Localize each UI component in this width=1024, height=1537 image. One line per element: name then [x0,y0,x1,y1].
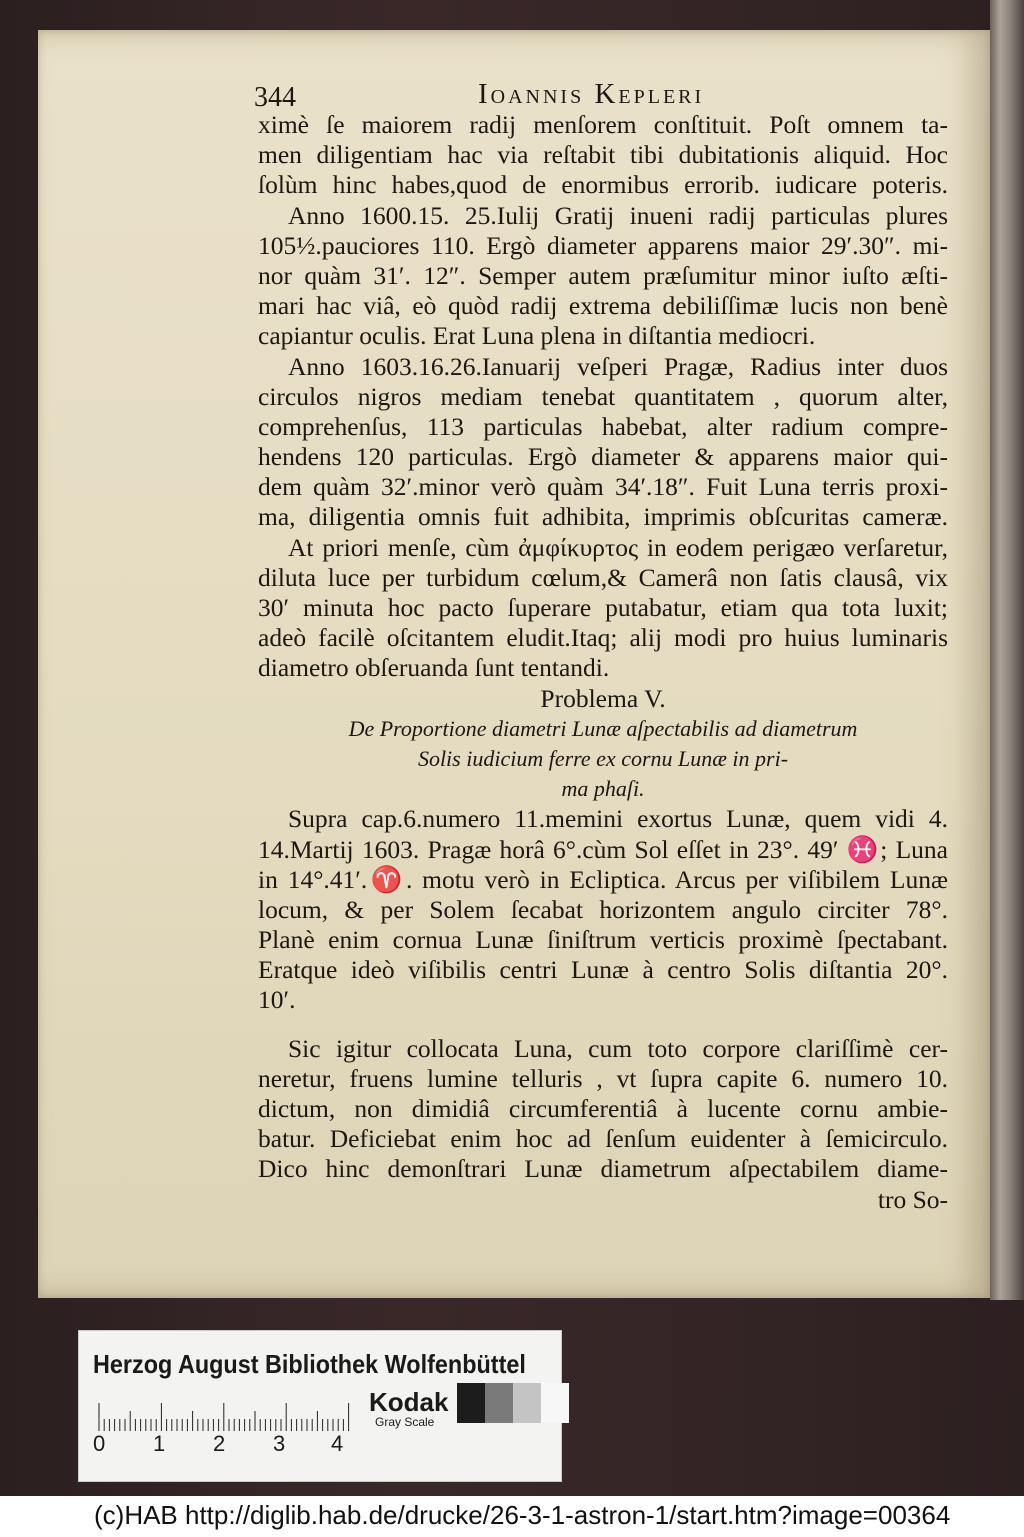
gray-scale-label: Gray Scale [375,1415,435,1429]
gray-patch [485,1383,513,1423]
text-line: 30′ minuta hoc pacto ſuperare putabatur, etiam qua tota luxit; [258,593,948,622]
text-line: locum, & per Solem ſecabat horizontem angulo circiter 78°. [258,894,948,924]
page-number: 344 [254,82,296,113]
text-line: 14.Martij 1603. Pragæ horâ 6°.cùm Sol eſſet in 23°. 49′ ♓; Luna [258,834,948,864]
text-line: dictum, non dimidiâ circumferentiâ à lucente cornu ambie- [258,1094,948,1123]
text-line: At priori menſe, cùm ἀμφίκυρτος in eodem perigæo verſaretur, [288,532,948,562]
text-line: circulos nigros mediam tenebat quantitatem , quorum alter, [258,381,948,411]
gray-patch [457,1383,485,1423]
scale-label: 3 [273,1431,286,1456]
footer [0,1496,1024,1537]
text-line: nor quàm 31′. 12″. Semper autem præſumitur minor iuſto æſti- [258,260,948,290]
text-line: hendens 120 particulas. Ergò diameter & apparens maior qui- [258,442,948,472]
text-line: diametro obſeruanda ſunt tentandi. [258,653,610,683]
text-line: ximè ſe maiorem radij menſorem conſtituit. Poſt omnem ta- [258,110,948,139]
problem-title: Problema V. [540,683,666,713]
library-name: Herzog August Bibliothek Wolfenbüttel [93,1349,526,1379]
problem-subtitle-line: De Proportione diametri Lunæ aſpectabilis ad diametrum [348,715,858,741]
ruler-ticks [97,1401,357,1431]
text-block [258,110,948,1215]
problem-subtitle-line: Solis iudicium ferre ex cornu Lunæ in pri- [417,745,789,771]
text-line: capiantur oculis. Erat Luna plena in diſtantia mediocri. [258,321,816,351]
catchword: tro So- [877,1184,948,1214]
text-line: men diligentiam hac via reſtabit tibi dubitationis aliquid. Hoc [258,140,948,170]
gray-patch [513,1383,541,1423]
gray-patch [541,1383,569,1423]
text-line: Supra cap.6.numero 11.memini exortus Lunæ, quem vidi 4. [288,804,948,834]
page-edge [990,0,1024,1300]
scale-label: 0 [93,1431,106,1456]
color-target [78,1330,562,1482]
text-line: diluta luce per turbidum cœlum,& Camerâ non ſatis clausâ, vix [258,562,948,592]
text-line: mari hac viâ, eò quòd radij extrema debiliſſimæ lucis non benè [258,291,948,321]
text-line: batur. Deficiebat enim hoc ad ſenſum euidenter à ſemicirculo. [258,1124,948,1154]
scale-label: 2 [213,1431,226,1456]
text-line: Sic igitur collocata Luna, cum toto corpore clariſſimè cer- [288,1033,948,1063]
scale-label: 1 [153,1431,166,1456]
problem-subtitle-line: ma phaſi. [561,776,645,802]
text-line: adeò facilè oſcitantem eludit.Itaq; alij modi pro huius luminaris [258,623,948,653]
text-line: Eratque ideò viſibilis centri Lunæ à centro Solis diſtantia 20°. [258,955,948,985]
text-line: dem quàm 32′.minor verò quàm 34′.18″. Fuit Luna terris proxi- [258,472,948,502]
text-line: Anno 1603.16.26.Ianuarij veſperi Pragæ, Radius inter duos [288,351,948,381]
running-head: Ioannis Kepleri [478,78,705,110]
text-line: in 14°.41′.♈. motu verò in Ecliptica. Arcus per viſibilem Lunæ [258,864,948,894]
text-line: ſolùm hinc habes,quod de enormibus errorib. iudicare poteris. [258,170,948,200]
text-line: 105½.pauciores 110. Ergò diameter apparens maior 29′.30″. mi- [258,230,948,260]
text-line: Planè enim cornua Lunæ ſiniſtrum verticis proximè ſpectabant. [258,925,948,955]
text-line: Anno 1600.15. 25.Iulij Gratij inueni radij particulas plures [288,200,948,230]
scale-label: 4 [331,1431,344,1456]
text-line: 10′. [258,985,296,1015]
text-line: neretur, fruens lumine telluris , vt ſupra capite 6. numero 10. [258,1063,948,1093]
text-line: Dico hinc demonſtrari Lunæ diametrum aſpectabilem diame- [258,1154,948,1184]
text-line: comprehenſus, 113 particulas habebat, alter radium compre- [258,411,948,441]
kodak-logo: Kodak [369,1387,449,1417]
text-line: ma, diligentia omnis fuit adhibita, imprimis obſcuritas cameræ. [258,502,948,532]
footer-url: (c)HAB http://diglib.hab.de/drucke/26-3-1-astron-1/start.htm?image=00364 [94,1500,951,1530]
